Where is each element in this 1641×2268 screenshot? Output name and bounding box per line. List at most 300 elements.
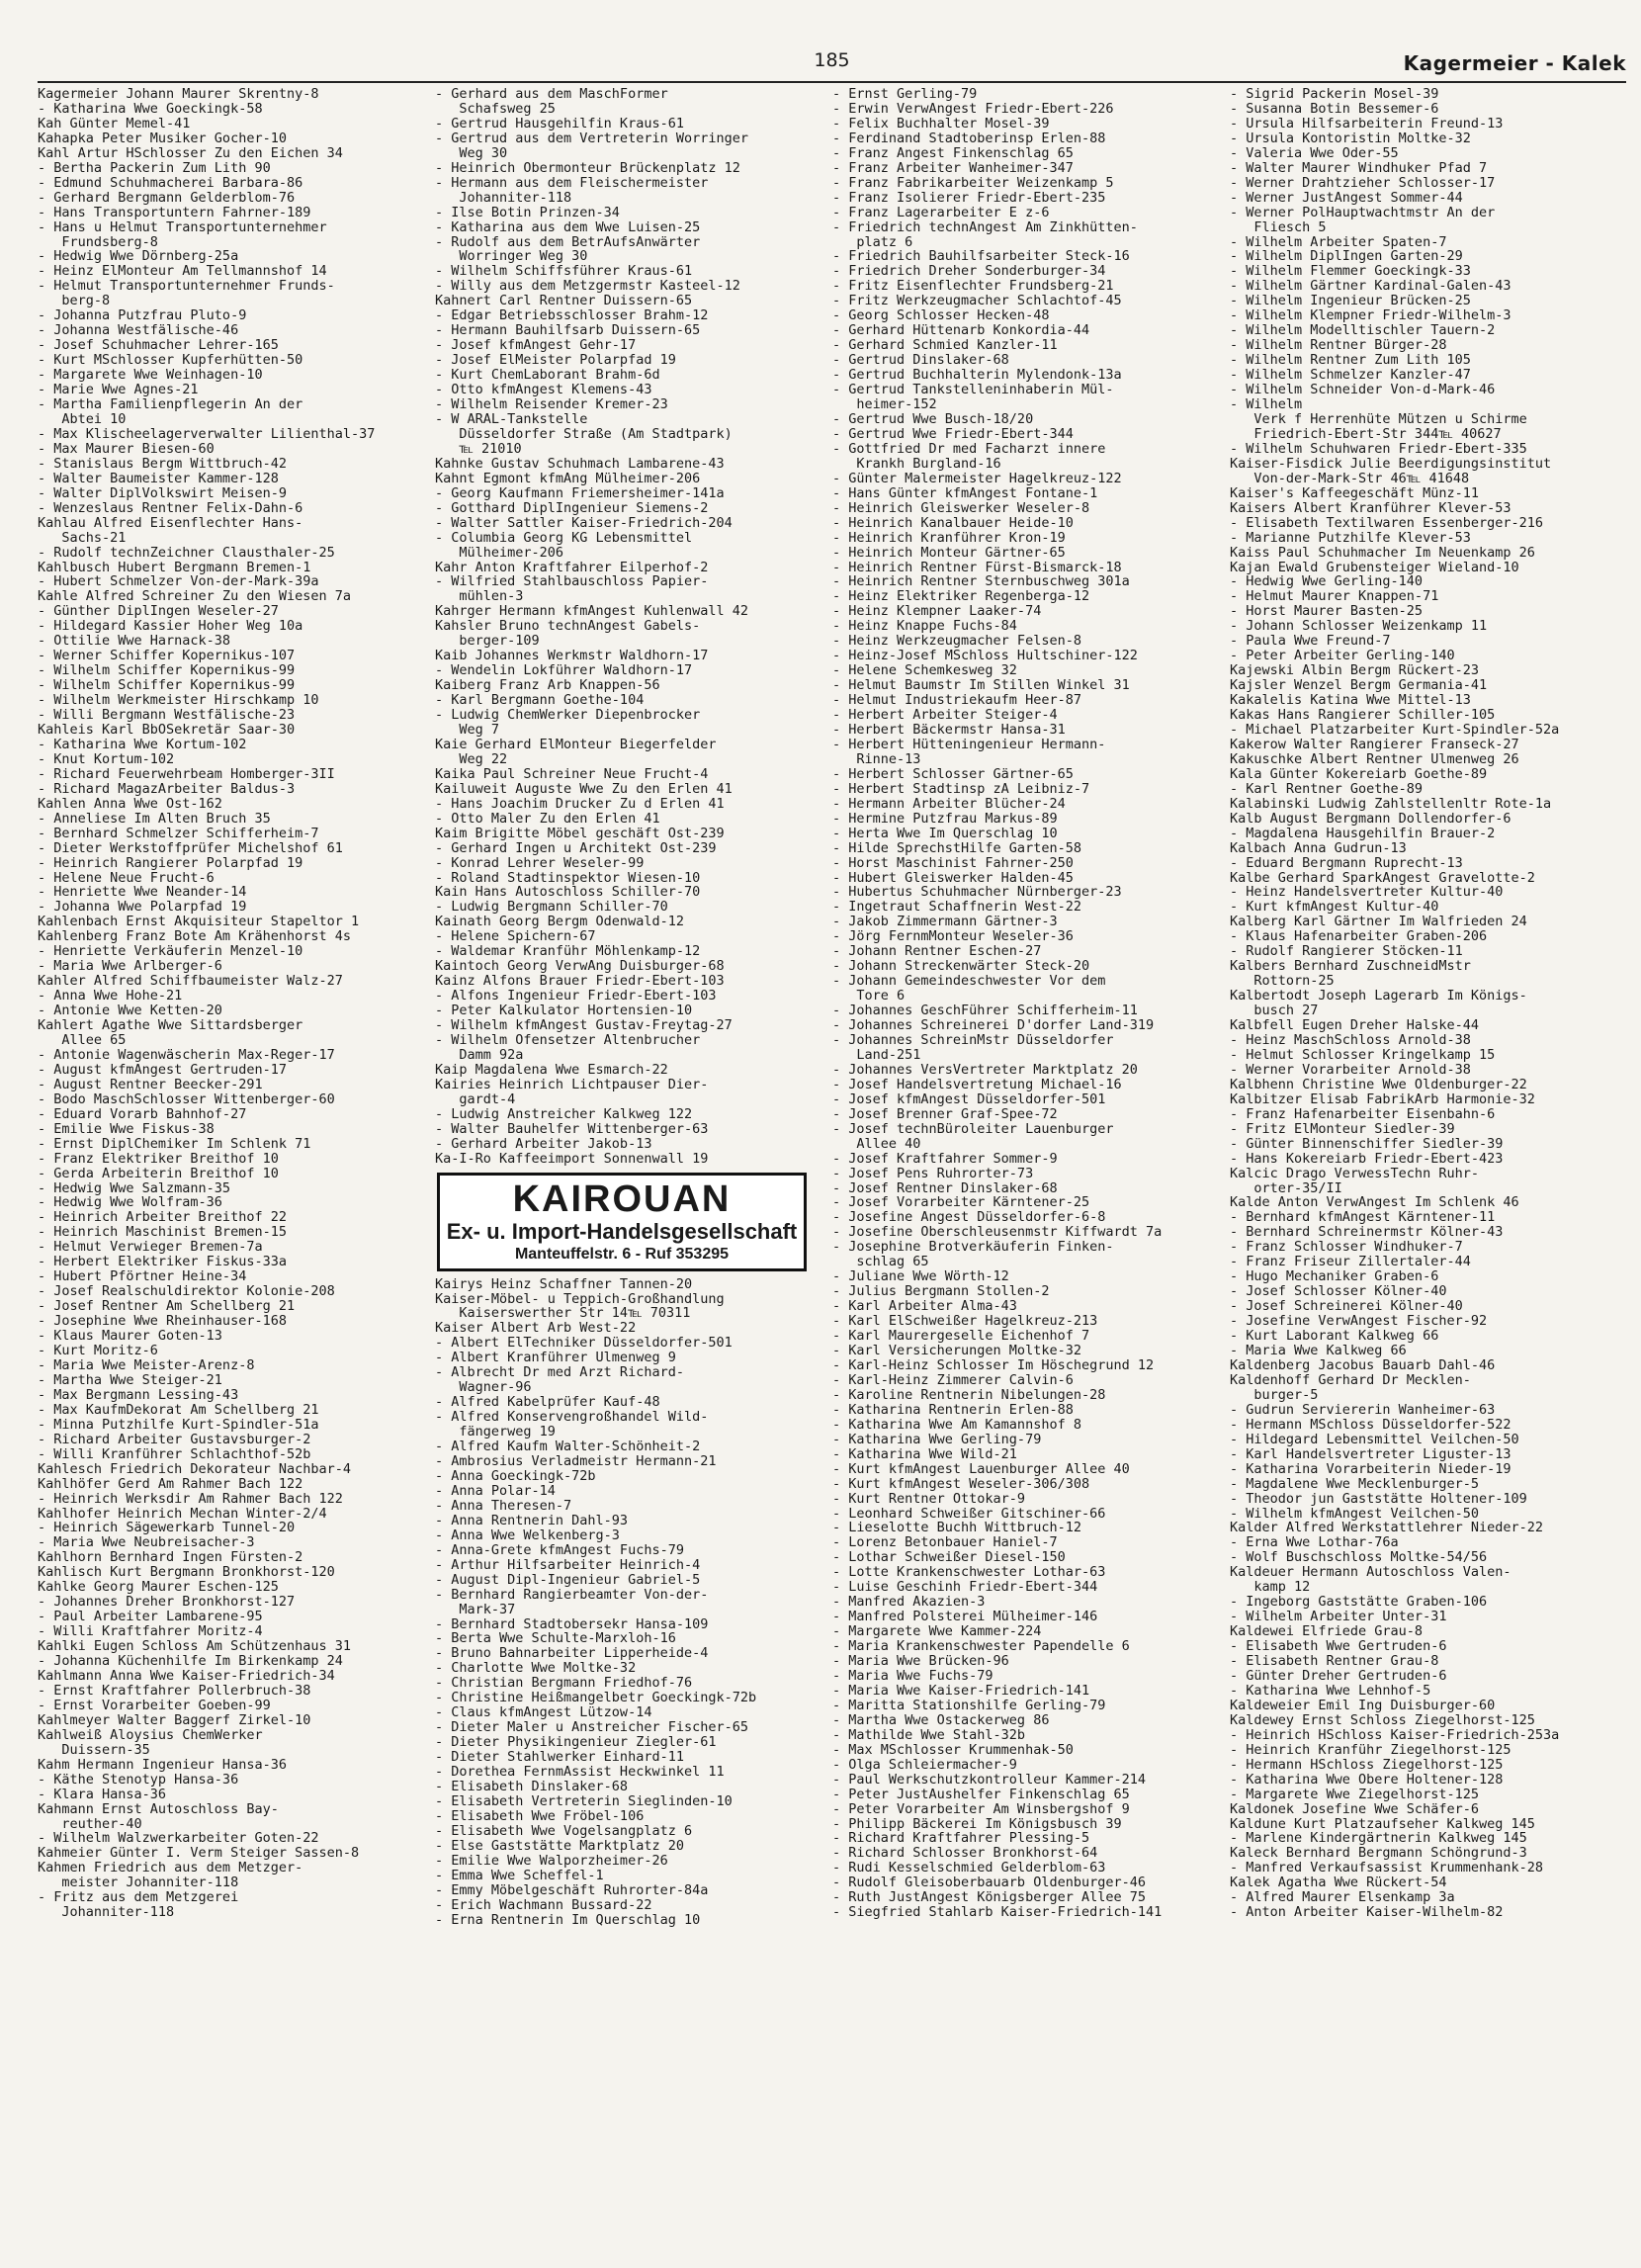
directory-entry: - Bernhard Rangierbeamter Von-der- (435, 1586, 709, 1603)
directory-entry: - Heinrich Sägewerkarb Tunnel-20 (38, 1520, 296, 1536)
directory-entry: Kalabinski Ludwig Zahlstellenltr Rote-1a (1230, 795, 1552, 812)
directory-entry: - Wilhelm Reisender Kremer-23 (435, 396, 668, 413)
directory-entry: - Maria Wwe Brücken-96 (832, 1653, 1009, 1670)
directory-entry: - Ernst Gerling-79 (832, 87, 978, 102)
directory-entry: Abtei 10 (38, 410, 127, 427)
directory-entry: Kahlen Anna Wwe Ost-162 (38, 795, 222, 812)
directory-entry: - Olga Schleiermacher-9 (832, 1756, 1017, 1773)
directory-entry: - Elisabeth Wwe Fröbel-106 (435, 1807, 645, 1824)
directory-entry: - Klara Hansa-36 (38, 1786, 167, 1802)
directory-entry: - Josef technBüroleiter Lauenburger (832, 1120, 1114, 1137)
directory-entry: - Karl Handelsvertreter Liguster-13 (1230, 1445, 1511, 1462)
directory-entry: Kaiser-Fisdick Julie Beerdigungsinstitut (1230, 455, 1552, 472)
directory-entry: - Wilhelm kfmAngest Gustav-Freytag-27 (435, 1017, 733, 1034)
directory-entry: - Katharina Wwe Gerling-79 (832, 1431, 1042, 1447)
directory-entry: Kalbertodt Joseph Lagerarb Im Königs- (1230, 988, 1527, 1004)
directory-entry: - Bernhard Schreinermstr Kölner-43 (1230, 1224, 1504, 1241)
directory-entry: - Waldemar Kranführ Möhlenkamp-12 (435, 943, 701, 960)
directory-entry: - Hedwig Wwe Gerling-140 (1230, 573, 1424, 590)
directory-entry: Kalbitzer Elisab FabrikArb Harmonie-32 (1230, 1090, 1535, 1107)
directory-entry: - Josef Schuhmacher Lehrer-165 (38, 337, 279, 354)
directory-entry: - Luise Geschinh Friedr-Ebert-344 (832, 1579, 1098, 1596)
directory-entry: Kakalelis Katina Wwe Mittel-13 (1230, 692, 1471, 709)
directory-entry: - Franz Fabrikarbeiter Weizenkamp 5 (832, 174, 1114, 191)
directory-entry: - Karl-Heinz Zimmerer Calvin-6 (832, 1371, 1074, 1388)
directory-entry: - Fritz Eisenflechter Frundsberg-21 (832, 278, 1114, 295)
directory-entry: Kahler Alfred Schiffbaumeister Walz-27 (38, 973, 343, 990)
directory-entry: - Elisabeth Vertreterin Sieglinden-10 (435, 1792, 733, 1809)
directory-entry: - Heinz-Josef MSchloss Hultschiner-122 (832, 648, 1138, 664)
directory-entry: Kaiser's Kaffeegeschäft Münz-11 (1230, 484, 1479, 501)
directory-entry: gardt-4 (435, 1090, 516, 1107)
directory-entry: - Wilhelm Arbeiter Spaten-7 (1230, 233, 1447, 250)
directory-entry: - Ferdinand Stadtoberinsp Erlen-88 (832, 130, 1106, 146)
directory-entry: - Erna Wwe Lothar-76a (1230, 1534, 1399, 1551)
directory-entry: - Claus kfmAngest Lützow-14 (435, 1704, 652, 1721)
directory-entry: - Henriette Verkäuferin Menzel-10 (38, 943, 303, 960)
directory-entry: Kahleis Karl BbOSekretär Saar-30 (38, 721, 296, 738)
directory-entry: - Gerhard Arbeiter Jakob-13 (435, 1135, 652, 1152)
directory-entry: - Günter Malermeister Hagelkreuz-122 (832, 470, 1122, 486)
directory-entry: - Helmut Schlosser Kringelkamp 15 (1230, 1046, 1496, 1063)
directory-entry: - Hubert Gleiswerker Halden-45 (832, 869, 1074, 886)
directory-entry: - Hedwig Wwe Dörnberg-25a (38, 248, 239, 265)
directory-entry: Kagermeier Johann Maurer Skrentny-8 (38, 87, 319, 102)
directory-entry: Kaiss Paul Schuhmacher Im Neuenkamp 26 (1230, 544, 1535, 561)
directory-entry: - Alfred Kaufm Walter-Schönheit-2 (435, 1439, 701, 1455)
directory-entry: - Jakob Zimmermann Gärtner-3 (832, 914, 1058, 930)
directory-entry: - Magdalene Wwe Mecklenburger-5 (1230, 1475, 1479, 1492)
directory-entry: - Christine Heißmangelbetr Goeckingk-72b (435, 1690, 757, 1706)
directory-entry: - Elisabeth Rentner Grau-8 (1230, 1653, 1439, 1670)
directory-entry: - Willi Kranführer Schlachthof-52b (38, 1445, 311, 1462)
directory-entry: - Arthur Hilfsarbeiter Heinrich-4 (435, 1556, 701, 1573)
directory-entry: - Heinrich Rentner Sternbuschweg 301a (832, 573, 1130, 590)
directory-entry: - Erna Rentnerin Im Querschlag 10 (435, 1911, 701, 1928)
directory-entry: - Emma Wwe Scheffel-1 (435, 1867, 604, 1883)
directory-entry: - Gertrud Wwe Busch-18/20 (832, 410, 1034, 427)
directory-entry: - Rudi Kesselschmied Gelderblom-63 (832, 1860, 1106, 1876)
directory-entry: - Rudolf Rangierer Stöcken-11 (1230, 943, 1463, 960)
directory-entry: - Hildegard Kassier Hoher Weg 10a (38, 618, 303, 635)
directory-entry: - Walter Bauhelfer Wittenberger-63 (435, 1120, 709, 1137)
directory-entry: - Josef Pens Ruhrorter-73 (832, 1165, 1034, 1181)
page-number: 185 (814, 49, 850, 71)
directory-entry: Kah Günter Memel-41 (38, 115, 191, 131)
directory-entry: Kahlmeyer Walter Baggerf Zirkel-10 (38, 1711, 311, 1728)
directory-entry: - Heinrich Rentner Fürst-Bismarck-18 (832, 559, 1122, 575)
directory-entry: - Antonie Wagenwäscherin Max-Reger-17 (38, 1046, 335, 1063)
directory-entry: - Paul Werkschutzkontrolleur Kammer-214 (832, 1771, 1146, 1788)
directory-entry: Kahlhorn Bernhard Ingen Fürsten-2 (38, 1549, 303, 1566)
directory-entry: - Margarete Wwe Ziegelhorst-125 (1230, 1786, 1479, 1802)
directory-entry: platz 6 (832, 233, 913, 250)
directory-entry: - Heinz Werkzeugmacher Felsen-8 (832, 633, 1081, 650)
directory-entry: Kaldeweier Emil Ing Duisburger-60 (1230, 1697, 1496, 1713)
directory-entry: - Bodo MaschSchlosser Wittenberger-60 (38, 1090, 335, 1107)
directory-entry: busch 27 (1230, 1003, 1319, 1019)
directory-entry: - Bernhard kfmAngest Kärntener-11 (1230, 1209, 1496, 1226)
directory-entry: Düsseldorfer Straße (Am Stadtpark) (435, 425, 733, 442)
directory-entry: - Wilhelm Schiffsführer Kraus-61 (435, 263, 693, 280)
directory-entry: - Gertrud aus dem Vertreterin Worringer (435, 130, 748, 146)
directory-entry: - Kurt kfmAngest Kultur-40 (1230, 899, 1439, 916)
directory-entry: - Franz Elektriker Breithof 10 (38, 1150, 279, 1167)
directory-entry: Kahlweiß Aloysius ChemWerker (38, 1726, 263, 1743)
page-header (38, 47, 1626, 83)
directory-entry: - Heinrich Werksdir Am Rahmer Bach 122 (38, 1490, 343, 1507)
directory-entry: - Katharina Wwe Kortum-102 (38, 736, 247, 752)
directory-entry: - Emilie Wwe Fiskus-38 (38, 1120, 215, 1137)
kairouan-advertisement (437, 1173, 807, 1271)
directory-entry: Kakas Hans Rangierer Schiller-105 (1230, 707, 1496, 724)
directory-entry: - Heinz Handelsvertreter Kultur-40 (1230, 884, 1504, 901)
directory-entry: - Theodor jun Gaststätte Holtener-109 (1230, 1490, 1527, 1507)
directory-entry: - Marie Wwe Agnes-21 (38, 382, 199, 398)
directory-entry: - Wendelin Lokführer Waldhorn-17 (435, 662, 693, 679)
directory-entry: - Ernst Kraftfahrer Pollerbruch-38 (38, 1682, 311, 1699)
directory-entry: - Josef Realschuldirektor Kolonie-208 (38, 1283, 335, 1300)
directory-entry: - Jörg FernmMonteur Weseler-36 (832, 928, 1074, 945)
directory-entry: Kala Günter Kokereiarb Goethe-89 (1230, 765, 1488, 782)
directory-entry: Kahl Artur HSchlosser Zu den Eichen 34 (38, 144, 343, 161)
directory-entry: Kaib Johannes Werkmstr Waldhorn-17 (435, 648, 709, 664)
directory-entry: - Wilhelm Rentner Zum Lith 105 (1230, 352, 1471, 369)
directory-entry: - Karl Rentner Goethe-89 (1230, 780, 1424, 797)
directory-entry: - Elisabeth Dinslaker-68 (435, 1778, 629, 1794)
directory-entry: - Franz Friseur Zillertaler-44 (1230, 1254, 1471, 1270)
directory-entry: Kalberg Karl Gärtner Im Walfrieden 24 (1230, 914, 1527, 930)
directory-entry: - Ernst DiplChemiker Im Schlenk 71 (38, 1135, 311, 1152)
directory-entry: - Georg Kaufmann Friemersheimer-141a (435, 484, 725, 501)
directory-entry: - Ambrosius Verladmeistr Hermann-21 (435, 1453, 717, 1470)
directory-entry: - Kurt Rentner Ottokar-9 (832, 1490, 1026, 1507)
directory-entry: - Roland Stadtinspektor Wiesen-10 (435, 869, 701, 886)
directory-entry: Kalb August Bergmann Dollendorfer-6 (1230, 810, 1511, 827)
directory-entry: - Johann Gemeindeschwester Vor dem (832, 973, 1106, 990)
directory-entry: - Herbert Elektriker Fiskus-33a (38, 1254, 287, 1270)
directory-entry: Schafsweg 25 (435, 100, 556, 117)
directory-entry: - Elisabeth Wwe Vogelsangplatz 6 (435, 1822, 693, 1839)
directory-entry: - Hermann Arbeiter Blücher-24 (832, 795, 1066, 812)
directory-entry: - Albert ElTechniker Düsseldorfer-501 (435, 1335, 733, 1352)
directory-entry: - Josephine Wwe Rheinhauser-168 (38, 1313, 287, 1330)
directory-entry: Kahlki Eugen Schloss Am Schützenhaus 31 (38, 1638, 351, 1655)
directory-entry: - Walter DiplVolkswirt Meisen-9 (38, 484, 287, 501)
directory-entry: Kaldenberg Jacobus Bauarb Dahl-46 (1230, 1356, 1496, 1373)
directory-entry: - Johannes SchreinMstr Düsseldorfer (832, 1032, 1114, 1048)
directory-entry: - Maritta Stationshilfe Gerling-79 (832, 1697, 1106, 1713)
directory-entry: schlag 65 (832, 1254, 929, 1270)
directory-entry: Kalder Alfred Werkstattlehrer Nieder-22 (1230, 1520, 1543, 1536)
directory-entry: - Hedwig Wwe Wolfram-36 (38, 1194, 222, 1211)
directory-entry: - Helmut Transportunternehmer Frunds- (38, 278, 335, 295)
directory-entry: - Friedrich Bauhilfsarbeiter Steck-16 (832, 248, 1130, 265)
directory-entry: Kahlau Alfred Eisenflechter Hans- (38, 514, 303, 531)
directory-entry: - Erich Wachmann Bussard-22 (435, 1896, 652, 1913)
directory-entry: Kahlhofer Heinrich Mechan Winter-2/4 (38, 1505, 327, 1522)
directory-entry: - Karl Arbeiter Alma-43 (832, 1298, 1017, 1315)
directory-entry: - Johannes Dreher Bronkhorst-127 (38, 1594, 296, 1611)
directory-entry: - Alfons Ingenieur Friedr-Ebert-103 (435, 988, 717, 1004)
directory-entry: - Max KaufmDekorat Am Schellberg 21 (38, 1401, 319, 1418)
directory-entry: - Anna Goeckingk-72b (435, 1467, 596, 1484)
directory-entry: - Maria Wwe Arlberger-6 (38, 958, 222, 975)
directory-entry: Kajsler Wenzel Bergm Germania-41 (1230, 677, 1488, 694)
name-range: Kagermeier - Kalek (1403, 51, 1626, 75)
directory-entry: - Paula Wwe Freund-7 (1230, 633, 1391, 650)
directory-entry: - Ludwig Anstreicher Kalkweg 122 (435, 1105, 693, 1122)
directory-entry: - Gerhard Ingen u Architekt Ost-239 (435, 839, 717, 856)
directory-entry: - Josefine VerwAngest Fischer-92 (1230, 1313, 1488, 1330)
directory-entry: - Felix Buchhalter Mosel-39 (832, 115, 1050, 131)
directory-entry: - Wilhelm Modelltischler Tauern-2 (1230, 322, 1496, 339)
directory-entry: - Franz Hafenarbeiter Eisenbahn-6 (1230, 1105, 1496, 1122)
directory-entry: - Hans Joachim Drucker Zu d Erlen 41 (435, 795, 725, 812)
directory-entry: - Dieter Werkstoffprüfer Michelshof 61 (38, 839, 343, 856)
directory-entry: - Hedwig Wwe Salzmann-35 (38, 1179, 231, 1196)
directory-entry: - Rudolf aus dem BetrAufsAnwärter (435, 233, 701, 250)
directory-entry: Kalbe Gerhard SparkAngest Gravelotte-2 (1230, 869, 1535, 886)
directory-entry: - Herbert Stadtinsp zA Leibniz-7 (832, 780, 1090, 797)
directory-entry: Damm 92a (435, 1046, 524, 1063)
directory-entry: - Dorethea FernmAssist Heckwinkel 11 (435, 1764, 725, 1781)
directory-entry: - Anna Wwe Welkenberg-3 (435, 1527, 620, 1543)
directory-entry: - Johanna Westfälische-46 (38, 322, 239, 339)
directory-entry: Kahmen Friedrich aus dem Metzger- (38, 1860, 303, 1876)
directory-entry: - Dieter Maler u Anstreicher Fischer-65 (435, 1719, 748, 1736)
directory-entry: Kahlert Agathe Wwe Sittardsberger (38, 1017, 303, 1034)
directory-entry: heimer-152 (832, 396, 937, 413)
directory-entry: - Katharina Wwe Goeckingk-58 (38, 100, 263, 117)
directory-entry: - Horst Maschinist Fahrner-250 (832, 854, 1074, 871)
directory-entry: Kahlisch Kurt Bergmann Bronkhorst-120 (38, 1564, 335, 1581)
directory-entry: - Anna Polar-14 (435, 1482, 556, 1499)
directory-entry: - Georg Schlosser Hecken-48 (832, 307, 1050, 324)
directory-entry: - Gerhard aus dem MaschFormer (435, 87, 668, 102)
directory-entry: - Gertrud Wwe Friedr-Ebert-344 (832, 425, 1074, 442)
directory-entry: - Johann Rentner Eschen-27 (832, 943, 1042, 960)
directory-entry: Kajan Ewald Grubensteiger Wieland-10 (1230, 559, 1519, 575)
directory-entry: Kalbers Bernhard ZuschneidMstr (1230, 958, 1471, 975)
directory-entry: - Fritz Werkzeugmacher Schlachtof-45 (832, 293, 1122, 309)
directory-entry: berg-8 (38, 293, 111, 309)
directory-entry: - Hubert Schmelzer Von-der-Mark-39a (38, 573, 319, 590)
directory-entry: - Lorenz Betonbauer Haniel-7 (832, 1534, 1058, 1551)
directory-entry: - Johanna Putzfrau Pluto-9 (38, 307, 247, 324)
directory-entry: - Klaus Hafenarbeiter Graben-206 (1230, 928, 1488, 945)
ad-address: Manteuffelstr. 6 - Ruf 353295 (514, 1245, 730, 1263)
directory-entry: - August kfmAngest Gertruden-17 (38, 1061, 287, 1078)
directory-column-1 (38, 87, 435, 2258)
directory-entry: - Johannes Schreinerei D'dorfer Land-319 (832, 1017, 1155, 1034)
directory-entry: Kaintoch Georg VerwAng Duisburger-68 (435, 958, 725, 975)
directory-entry: - Werner Vorarbeiter Arnold-38 (1230, 1061, 1471, 1078)
directory-entry: - Wilhelm Schiffer Kopernikus-99 (38, 662, 296, 679)
directory-entry: - Gerhard Hüttenarb Konkordia-44 (832, 322, 1090, 339)
directory-entry: - Eduard Vorarb Bahnhof-27 (38, 1105, 247, 1122)
directory-entry: - Hubertus Schuhmacher Nürnberger-23 (832, 884, 1122, 901)
directory-entry: - Wilhelm Gärtner Kardinal-Galen-43 (1230, 278, 1511, 295)
directory-entry: - Katharina Wwe Obere Holtener-128 (1230, 1771, 1504, 1788)
directory-entry: - Max Maurer Biesen-60 (38, 440, 215, 457)
directory-entry: - Konrad Lehrer Weseler-99 (435, 854, 645, 871)
directory-entry: - Columbia Georg KG Lebensmittel (435, 529, 693, 546)
directory-entry: - Max Klischeelagerverwalter Lilienthal-37 (38, 425, 376, 442)
directory-entry: - Gotthard DiplIngenieur Siemens-2 (435, 499, 709, 516)
directory-entry: Weg 22 (435, 750, 508, 767)
directory-entry: Tore 6 (832, 988, 906, 1004)
directory-entry: - Max Bergmann Lessing-43 (38, 1386, 239, 1403)
directory-entry: - Heinrich Gleiswerker Weseler-8 (832, 499, 1090, 516)
directory-entry: - Richard Arbeiter Gustavsburger-2 (38, 1431, 311, 1447)
directory-entry: - Maria Krankenschwester Papendelle 6 (832, 1638, 1130, 1655)
directory-entry: - Kurt kfmAngest Weseler-306/308 (832, 1475, 1090, 1492)
directory-entry: - Philipp Bäckerei Im Königsbusch 39 (832, 1815, 1122, 1832)
directory-entry: - Klaus Maurer Goten-13 (38, 1328, 222, 1345)
directory-entry: Kakuschke Albert Rentner Ulmenweg 26 (1230, 750, 1519, 767)
directory-entry: - Katharina Vorarbeiterin Nieder-19 (1230, 1460, 1511, 1477)
directory-entry: - Ernst Vorarbeiter Goeben-99 (38, 1697, 271, 1713)
directory-entry: Kalbhenn Christine Wwe Oldenburger-22 (1230, 1076, 1527, 1092)
directory-entry: - Gerda Arbeiterin Breithof 10 (38, 1165, 279, 1181)
directory-entry: - Hans Kokereiarb Friedr-Ebert-423 (1230, 1150, 1504, 1167)
directory-entry: - Gerhard Bergmann Gelderblom-76 (38, 189, 296, 206)
directory-entry: - Emilie Wwe Walporzheimer-26 (435, 1852, 668, 1869)
directory-entry: - Anton Arbeiter Kaiser-Wilhelm-82 (1230, 1904, 1504, 1921)
directory-entry: - Kurt kfmAngest Lauenburger Allee 40 (832, 1460, 1130, 1477)
directory-entry: Mark-37 (435, 1601, 516, 1617)
directory-entry: - Josef Brenner Graf-Spee-72 (832, 1105, 1058, 1122)
directory-entry: - Karl ElSchweißer Hagelkreuz-213 (832, 1313, 1098, 1330)
directory-entry: meister Johanniter-118 (38, 1875, 239, 1891)
directory-entry: - August Dipl-Ingenieur Gabriel-5 (435, 1571, 701, 1588)
directory-entry: - Helmut Industriekaufm Heer-87 (832, 692, 1081, 709)
directory-entry: Kalcic Drago VerwessTechn Ruhr- (1230, 1165, 1479, 1181)
directory-entry: - Josef Rentner Dinslaker-68 (832, 1179, 1058, 1196)
directory-entry: Kahr Anton Kraftfahrer Eilperhof-2 (435, 559, 709, 575)
directory-entry: Kakerow Walter Rangierer Franseck-27 (1230, 736, 1519, 752)
directory-entry: - Johannes VersVertreter Marktplatz 20 (832, 1061, 1138, 1078)
directory-entry: - Wilhelm Ingenieur Brücken-25 (1230, 293, 1471, 309)
directory-entry: - Franz Isolierer Friedr-Ebert-235 (832, 189, 1106, 206)
directory-entry: - Leonhard Schweißer Gitschiner-66 (832, 1505, 1106, 1522)
directory-entry: Kahlbusch Hubert Bergmann Bremen-1 (38, 559, 311, 575)
directory-entry: - Wilhelm Klempner Friedr-Wilhelm-3 (1230, 307, 1511, 324)
directory-entry: - Wilhelm kfmAngest Veilchen-50 (1230, 1505, 1479, 1522)
directory-entry: - Dieter Physikingenieur Ziegler-61 (435, 1734, 717, 1751)
ad-tagline: Ex- u. Import-Handelsgesellschaft (446, 1218, 798, 1244)
directory-entry: - Ursula Hilfsarbeiterin Freund-13 (1230, 115, 1504, 131)
directory-entry: Kaim Brigitte Möbel geschäft Ost-239 (435, 825, 725, 841)
directory-entry: - Heinz Klempner Laaker-74 (832, 603, 1042, 620)
directory-entry: - Walter Baumeister Kammer-128 (38, 470, 279, 486)
directory-entry: - Gertrud Tankstelleninhaberin Mül- (832, 382, 1114, 398)
directory-entry: burger-5 (1230, 1386, 1319, 1403)
directory-entry: - Franz Arbeiter Wanheimer-347 (832, 159, 1074, 176)
directory-entry: - Helmut Verwieger Bremen-7a (38, 1239, 263, 1256)
directory-entry: - Karoline Rentnerin Nibelungen-28 (832, 1386, 1106, 1403)
directory-entry: Von-der-Mark-Str 46℡ 41648 (1230, 470, 1470, 486)
directory-column-4 (1230, 87, 1627, 2258)
directory-entry: - Hans Transportuntern Fahrner-189 (38, 204, 311, 220)
directory-entry: - Friedrich technAngest Am Zinkhütten- (832, 218, 1138, 235)
directory-entry: - Anna Rentnerin Dahl-93 (435, 1512, 629, 1528)
directory-entry: Kaiserswerther Str 14℡ 70311 (435, 1305, 691, 1322)
directory-entry: Wagner-96 (435, 1379, 532, 1396)
directory-entry: Allee 40 (832, 1135, 921, 1152)
directory-entry: - Wolf Buschschloss Moltke-54/56 (1230, 1549, 1488, 1566)
directory-entry: Kahm Hermann Ingenieur Hansa-36 (38, 1756, 287, 1773)
directory-entry: - Josef Schreinerei Kölner-40 (1230, 1298, 1463, 1315)
directory-entry: - Hermann aus dem Fleischermeister (435, 174, 709, 191)
directory-entry: Sachs-21 (38, 529, 127, 546)
directory-entry: - Susanna Botin Bessemer-6 (1230, 100, 1439, 117)
directory-entry: - Sigrid Packerin Mosel-39 (1230, 87, 1439, 102)
directory-entry: - Herbert Hütteningenieur Hermann- (832, 736, 1106, 752)
directory-entry: - Anna Theresen-7 (435, 1497, 572, 1514)
directory-entry: Kahlhöfer Gerd Am Rahmer Bach 122 (38, 1475, 303, 1492)
directory-column-2 (435, 87, 832, 2258)
directory-entry: - Wilhelm Schiffer Kopernikus-99 (38, 677, 296, 694)
directory-entry: - Friedrich Dreher Sonderburger-34 (832, 263, 1106, 280)
directory-entry: Kailuweit Auguste Wwe Zu den Erlen 41 (435, 780, 733, 797)
directory-entry: - Josef Kraftfahrer Sommer-9 (832, 1150, 1058, 1167)
directory-entry: orter-35/II (1230, 1179, 1342, 1196)
directory-entry: Kain Hans Autoschloss Schiller-70 (435, 884, 701, 901)
directory-entry: - Lieselotte Buchh Wittbruch-12 (832, 1520, 1081, 1536)
directory-entry: - Martha Wwe Ostackerweg 86 (832, 1711, 1050, 1728)
directory-entry: Kahapka Peter Musiker Gocher-10 (38, 130, 287, 146)
directory-entry: - Helmut Baumstr Im Stillen Winkel 31 (832, 677, 1130, 694)
directory-entry: Kairies Heinrich Lichtpauser Dier- (435, 1076, 709, 1092)
directory-entry: - Peter Vorarbeiter Am Winsbergshof 9 (832, 1800, 1130, 1817)
directory-entry: - Karl-Heinz Schlosser Im Höschegrund 12 (832, 1356, 1155, 1373)
directory-entry: Kairys Heinz Schaffner Tannen-20 (435, 1275, 693, 1292)
directory-entry: - Helene Schemkesweg 32 (832, 662, 1017, 679)
directory-entry: - Katharina Wwe Wild-21 (832, 1445, 1017, 1462)
directory-columns (38, 87, 1629, 2258)
directory-entry: - Willi Bergmann Westfälische-23 (38, 707, 296, 724)
directory-entry: - Bruno Bahnarbeiter Lipperheide-4 (435, 1645, 709, 1662)
directory-entry: - Franz Angest Finkenschlag 65 (832, 144, 1074, 161)
directory-entry: - Josefine Oberschleusenmstr Kiffwardt 7a (832, 1224, 1163, 1241)
directory-entry: - Wenzeslaus Rentner Felix-Dahn-6 (38, 499, 303, 516)
directory-entry: - Lothar Schweißer Diesel-150 (832, 1549, 1066, 1566)
directory-entry: Kahmann Ernst Autoschloss Bay- (38, 1800, 279, 1817)
directory-entry: - Peter Kalkulator Hortensien-10 (435, 1003, 693, 1019)
directory-entry: - Rudolf technZeichner Clausthaler-25 (38, 544, 335, 561)
directory-entry: - Helmut Maurer Knappen-71 (1230, 588, 1439, 605)
directory-entry: - Dieter Stahlwerker Einhard-11 (435, 1749, 684, 1766)
directory-entry: - Franz Lagerarbeiter E z-6 (832, 204, 1050, 220)
directory-entry: - Wilhelm Werkmeister Hirschkamp 10 (38, 692, 319, 709)
directory-entry: - Werner Drahtzieher Schlosser-17 (1230, 174, 1496, 191)
directory-entry: - Heinrich Obermonteur Brückenplatz 12 (435, 159, 740, 176)
directory-entry: - Werner Schiffer Kopernikus-107 (38, 648, 296, 664)
directory-entry: Kaiberg Franz Arb Knappen-56 (435, 677, 660, 694)
directory-entry: - Valeria Wwe Oder-55 (1230, 144, 1399, 161)
directory-entry: - Maria Wwe Kaiser-Friedrich-141 (832, 1682, 1090, 1699)
directory-entry: - Berta Wwe Schulte-Marxloh-16 (435, 1630, 676, 1647)
directory-entry: Kahle Alfred Schreiner Zu den Wiesen 7a (38, 588, 351, 605)
directory-entry: - Johann Schlosser Weizenkamp 11 (1230, 618, 1488, 635)
directory-entry: - Ludwig Bergmann Schiller-70 (435, 899, 668, 916)
directory-entry: - Else Gaststätte Marktplatz 20 (435, 1837, 684, 1854)
directory-entry: - Helene Spichern-67 (435, 928, 596, 945)
directory-entry: - Maria Wwe Meister-Arenz-8 (38, 1356, 255, 1373)
directory-entry: - Herbert Bäckermstr Hansa-31 (832, 721, 1066, 738)
